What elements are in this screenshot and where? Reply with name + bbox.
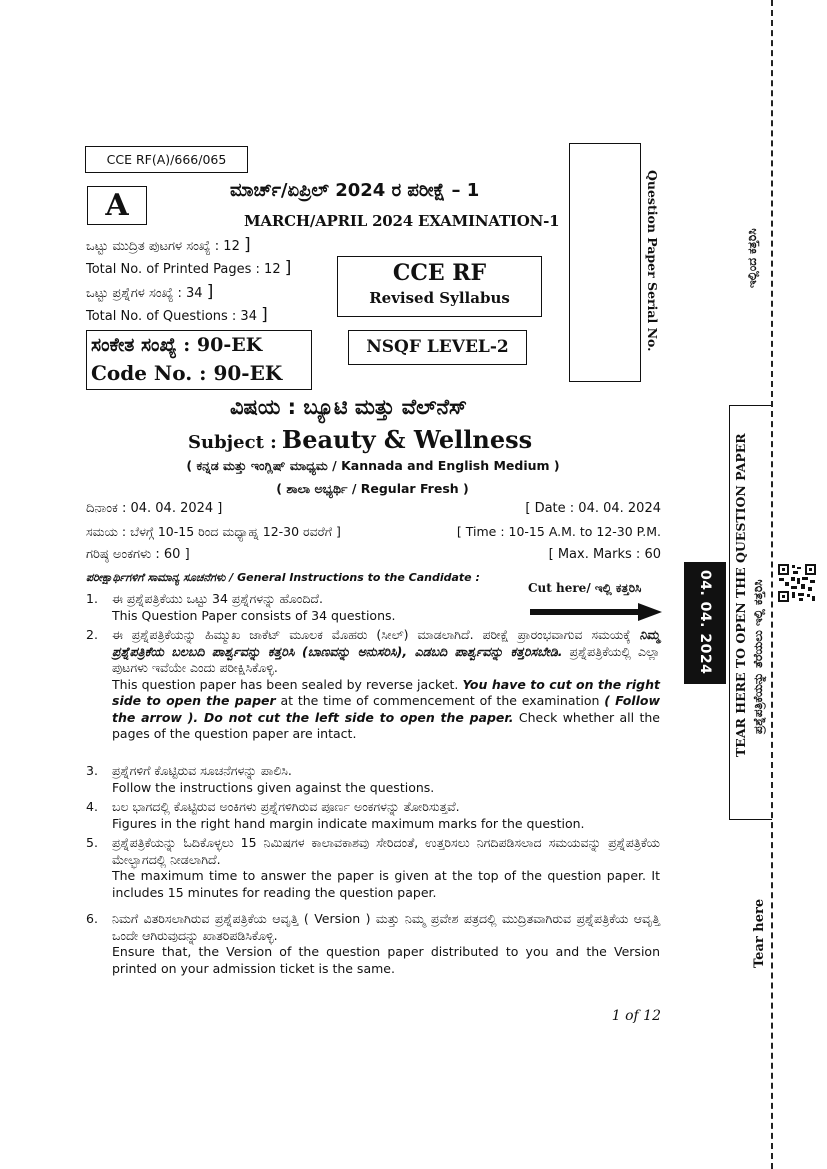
questions-kn: ಒಟ್ಟು ಪ್ರಶ್ನೆಗಳ ಸಂಖ್ಯೆ : 34 ] [86, 282, 214, 302]
cce-rf-box [337, 256, 542, 317]
instructions-list [86, 591, 661, 987]
instruction-5-en: The maximum time to answer the paper is given at the top of the question paper. It includes 15 minutes for reading the question paper. [112, 868, 660, 900]
instruction-5-kn: ಪ್ರಶ್ನೆಪತ್ರಿಕೆಯನ್ನು ಓದಿಕೊಳ್ಳಲು 15 ನಿಮಿಷಗಳ ಕಾಲಾವಕಾಶವು ಸೇರಿದಂತೆ, ಉತ್ತರಿಸಲು ನಿಗದಿಪಡಿಸಲಾದ ಸಮಯವನ್ನು ಪ್ರಶ್ನೆಪತ್ರಿಕೆಯ ಮೇಲ್ಭಾಗದಲ್ಲಿ ನೀಡಲಾಗಿದೆ. [112, 835, 660, 867]
code-ref: CCE RF(A)/666/065 [106, 152, 227, 167]
tear-dashed-line[interactable] [771, 0, 773, 1169]
exam-title-en: MARCH/APRIL 2024 EXAMINATION-1 [244, 212, 560, 230]
date-en: [ Date : 04. 04. 2024 [525, 501, 661, 516]
marks-kn: ಗರಿಷ್ಠ ಅಂಕಗಳು : 60 ] [86, 547, 190, 562]
date-badge-text: 04. 04. 2024 [697, 570, 713, 675]
version-box [87, 186, 147, 225]
cce-rf-title: CCE RF [392, 260, 487, 286]
instruction-5: 5. ಪ್ರಶ್ನೆಪತ್ರಿಕೆಯನ್ನು ಓದಿಕೊಳ್ಳಲು 15 ನಿಮಿಷಗಳ ಕಾಲಾವಕಾಶವು ಸೇರಿದಂತೆ, ಉತ್ತರಿಸಲು ನಿಗದಿಪಡಿಸಲಾದ ಸಮಯವನ್ನು ಪ್ರಶ್ನೆಪತ್ರಿಕೆಯ ಮೇಲ್ಭಾಗದಲ್ಲಿ ನೀಡಲಾಗಿದೆ. The maximum time to answer the paper is given at the top of the question paper. It includes 15 minutes for reading the question paper. [86, 835, 660, 900]
instruction-2-en: This question paper has been sealed by reverse jacket. You have to cut on the right side to open the paper at the time of commencement of the examination ( Follow the arrow ). Do not cut the left side to open the paper. Check whether all the pages of the question paper are intact. [112, 676, 661, 741]
cut-here-label: Cut here/ ಇಲ್ಲಿ ಕತ್ತರಿಸಿ [528, 581, 642, 595]
tear-label-kn: ಪ್ರಶ್ನೆಪತ್ರಿಕೆಯನ್ನು ತೆರೆಯಲು ಇಲ್ಲಿ ಕತ್ತರಿಸಿ [751, 579, 765, 734]
instruction-1: 1. ಈ ಪ್ರಶ್ನೆಪತ್ರಿಕೆಯು ಒಟ್ಟು 34 ಪ್ರಶ್ನೆಗಳನ್ನು ಹೊಂದಿದೆ. This Question Paper consists of 34 questions. [86, 591, 661, 627]
time-en: [ Time : 10-15 A.M. to 12-30 P.M. [456, 524, 661, 539]
date-badge [684, 562, 726, 684]
instruction-2: 2. ಈ ಪ್ರಶ್ನೆಪತ್ರಿಕೆಯನ್ನು ಹಿಮ್ಮುಖ ಜಾಕೆಟ್ ಮೂಲಕ ಮೊಹರು (ಸೀಲ್) ಮಾಡಲಾಗಿದೆ. ಪರೀಕ್ಷೆ ಪ್ರಾರಂಭವಾಗುವ ಸಮಯಕ್ಕೆ ನಿಮ್ಮ ಪ್ರಶ್ನೆಪತ್ರಿಕೆಯ ಬಲಬದಿ ಪಾರ್ಶ್ವವನ್ನು ಕತ್ತರಿಸಿ (ಬಾಣವನ್ನು ಅನುಸರಿಸಿ), ಎಡಬದಿ ಪಾರ್ಶ್ವವನ್ನು ಕತ್ತರಿಸಬೇಡಿ. ಪ್ರಶ್ನೆಪತ್ರಿಕೆಯಲ್ಲಿ ಎಲ್ಲಾ ಪುಟಗಳು ಇವೆಯೇ ಎಂದು ಪರೀಕ್ಷಿಸಿಕೊಳ್ಳಿ. This question paper has been sealed by reverse jacket. You have to cut on the right side to open the paper at the time of commencement of the examination ( Follow the arrow ). Do not cut the left side to open the paper. Check whether all the pages of the question paper are intact. [86, 627, 661, 741]
subject-label: Subject : [188, 432, 277, 453]
nsqf-level: NSQF LEVEL-2 [366, 337, 509, 357]
date-kn: ದಿನಾಂಕ : 04. 04. 2024 ] [86, 501, 223, 516]
pages-en: Total No. of Printed Pages : 12 ] [86, 258, 292, 278]
code-kn: ಸಂಕೇತ ಸಂಖ್ಯೆ : 90-EK [91, 334, 263, 356]
subject-kn: ವಿಷಯ : ಬ್ಯೂಟಿ ಮತ್ತು ವೆಲ್‌ನೆಸ್ [230, 395, 467, 419]
instruction-4-en: Figures in the right hand margin indicate maximum marks for the question. [112, 815, 585, 831]
marks-en: [ Max. Marks : 60 [548, 547, 661, 562]
qr-code-icon [777, 563, 817, 603]
subject-en [188, 425, 532, 454]
questions-en: Total No. of Questions : 34 ] [86, 305, 268, 325]
subject-name: Beauty & Wellness [281, 425, 533, 454]
page-number: 1 of 12 [611, 1008, 661, 1024]
cut-here-kn-top: ಇಲ್ಲಿಂದ ಕತ್ತರಿಸಿ [745, 228, 759, 288]
code-box [86, 330, 312, 390]
pages-kn: ಒಟ್ಟು ಮುದ್ರಿತ ಪುಟಗಳ ಸಂಖ್ಯೆ : 12 ] [86, 235, 251, 255]
instructions-heading: ಪರೀಕ್ಷಾರ್ಥಿಗಳಿಗೆ ಸಾಮಾನ್ಯ ಸೂಚನೆಗಳು / General Instructions to the Candidate : [86, 571, 480, 584]
instruction-3: 3. ಪ್ರಶ್ನೆಗಳಿಗೆ ಕೊಟ್ಟಿರುವ ಸೂಚನೆಗಳನ್ನು ಪಾಲಿಸಿ. Follow the instructions given against the questions. [86, 763, 661, 799]
code-en: Code No. : 90-EK [91, 361, 283, 385]
revised-syllabus: Revised Syllabus [369, 289, 510, 307]
instruction-6-en: Ensure that, the Version of the question paper distributed to you and the Version printed on your admission ticket is the same. [112, 944, 660, 976]
version-letter: A [105, 188, 129, 223]
medium: ( ಕನ್ನಡ ಮತ್ತು ಇಂಗ್ಲಿಷ್ ಮಾಧ್ಯಮ / Kannada and English Medium ) [186, 458, 560, 473]
instruction-1-kn: ಈ ಪ್ರಶ್ನೆಪತ್ರಿಕೆಯು ಒಟ್ಟು 34 ಪ್ರಶ್ನೆಗಳನ್ನು ಹೊಂದಿದೆ. [112, 591, 323, 606]
time-kn: ಸಮಯ : ಬೆಳಗ್ಗೆ 10-15 ರಿಂದ ಮಧ್ಯಾಹ್ನ 12-30 ರವರೆಗೆ ] [86, 524, 341, 539]
instruction-2-kn: ಈ ಪ್ರಶ್ನೆಪತ್ರಿಕೆಯನ್ನು ಹಿಮ್ಮುಖ ಜಾಕೆಟ್ ಮೂಲಕ ಮೊಹರು (ಸೀಲ್) ಮಾಡಲಾಗಿದೆ. ಪರೀಕ್ಷೆ ಪ್ರಾರಂಭವಾಗುವ ಸಮಯಕ್ಕೆ ನಿಮ್ಮ ಪ್ರಶ್ನೆಪತ್ರಿಕೆಯ ಬಲಬದಿ ಪಾರ್ಶ್ವವನ್ನು ಕತ್ತರಿಸಿ (ಬಾಣವನ್ನು ಅನುಸರಿಸಿ), ಎಡಬದಿ ಪಾರ್ಶ್ವವನ್ನು ಕತ್ತರಿಸಬೇಡಿ. ಪ್ರಶ್ನೆಪತ್ರಿಕೆಯಲ್ಲಿ ಎಲ್ಲಾ ಪುಟಗಳು ಇವೆಯೇ ಎಂದು ಪರೀಕ್ಷಿಸಿಕೊಳ್ಳಿ. [112, 627, 660, 675]
candidate-type: ( ಶಾಲಾ ಅಭ್ಯರ್ಥಿ / Regular Fresh ) [276, 481, 469, 496]
exam-title-kn: ಮಾರ್ಚ್/ಏಪ್ರಿಲ್ 2024 ರ ಪರೀಕ್ಷೆ – 1 [230, 180, 480, 201]
tear-here-label: Tear here [752, 898, 767, 968]
tear-label-en: TEAR HERE TO OPEN THE QUESTION PAPER [733, 433, 748, 757]
instruction-6: 6. ನಿಮಗೆ ವಿತರಿಸಲಾಗಿರುವ ಪ್ರಶ್ನೆಪತ್ರಿಕೆಯ ಆವೃತ್ತಿ ( Version ) ಮತ್ತು ನಿಮ್ಮ ಪ್ರವೇಶ ಪತ್ರದಲ್ಲಿ ಮುದ್ರಿತವಾಗಿರುವ ಪ್ರಶ್ನೆಪತ್ರಿಕೆಯ ಆವೃತ್ತಿ ಒಂದೇ ಆಗಿರುವುದನ್ನು ಖಾತರಿಪಡಿಸಿಕೊಳ್ಳಿ. Ensure that, the Version of the question paper distributed to you and the Version printed on your admission ticket is the same. [86, 911, 660, 976]
instruction-6-kn: ನಿಮಗೆ ವಿತರಿಸಲಾಗಿರುವ ಪ್ರಶ್ನೆಪತ್ರಿಕೆಯ ಆವೃತ್ತಿ ( Version ) ಮತ್ತು ನಿಮ್ಮ ಪ್ರವೇಶ ಪತ್ರದಲ್ಲಿ ಮುದ್ರಿತವಾಗಿರುವ ಪ್ರಶ್ನೆಪತ್ರಿಕೆಯ ಆವೃತ್ತಿ ಒಂದೇ ಆಗಿರುವುದನ್ನು ಖಾತರಿಪಡಿಸಿಕೊಳ್ಳಿ. [112, 911, 660, 943]
code-ref-box [85, 146, 248, 173]
serial-no-box[interactable] [569, 143, 641, 382]
instruction-3-kn: ಪ್ರಶ್ನೆಗಳಿಗೆ ಕೊಟ್ಟಿರುವ ಸೂಚನೆಗಳನ್ನು ಪಾಲಿಸಿ. [112, 763, 292, 778]
instruction-3-en: Follow the instructions given against the questions. [112, 779, 435, 795]
instruction-4: 4. ಬಲ ಭಾಗದಲ್ಲಿ ಕೊಟ್ಟಿರುವ ಅಂಕಿಗಳು ಪ್ರಶ್ನೆಗಳಿಗಿರುವ ಪೂರ್ಣ ಅಂಕಗಳನ್ನು ತೋರಿಸುತ್ತವೆ. Figures in the right hand margin indicate maximum marks for the question. [86, 799, 661, 835]
serial-no-label: Question Paper Serial No. [645, 170, 660, 352]
instruction-4-kn: ಬಲ ಭಾಗದಲ್ಲಿ ಕೊಟ್ಟಿರುವ ಅಂಕಿಗಳು ಪ್ರಶ್ನೆಗಳಿಗಿರುವ ಪೂರ್ಣ ಅಂಕಗಳನ್ನು ತೋರಿಸುತ್ತವೆ. [112, 799, 460, 814]
nsqf-box [348, 330, 527, 365]
instruction-1-en: This Question Paper consists of 34 questions. [112, 607, 396, 623]
